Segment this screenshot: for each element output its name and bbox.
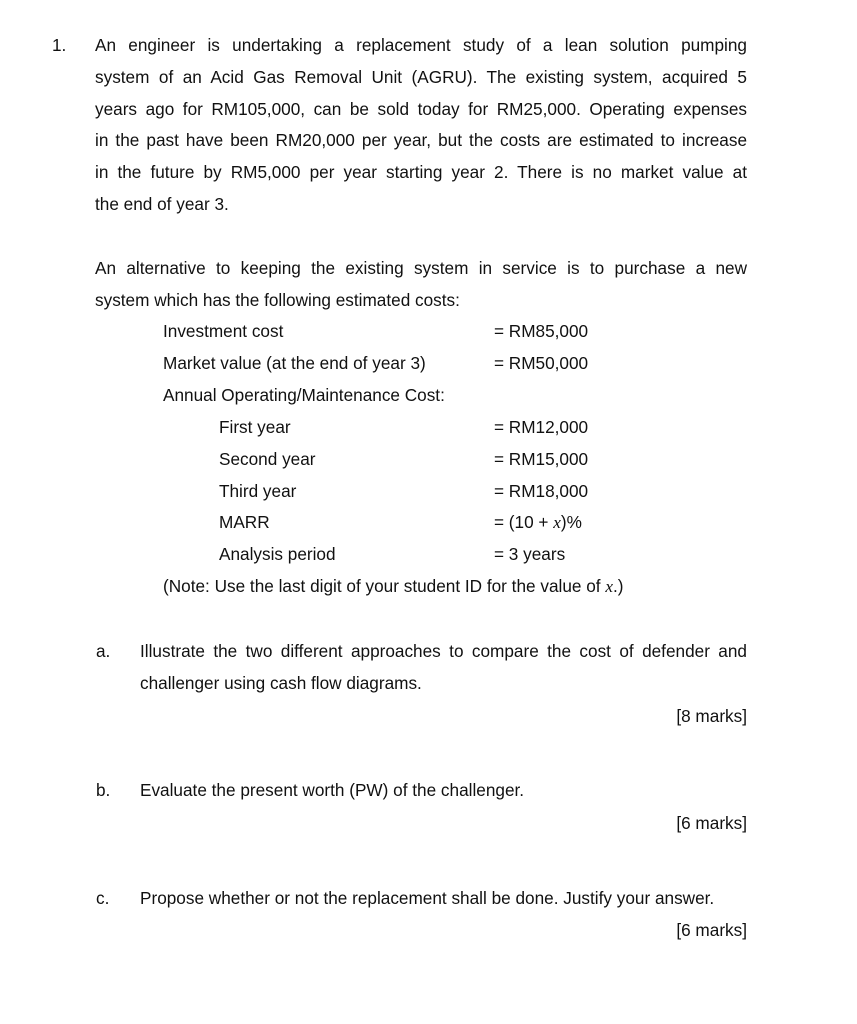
part-b-letter: b. [96,780,111,800]
note-prefix: (Note: Use the last digit of your student ID for the value of [163,576,606,596]
part-c-marks: [6 marks] [676,920,747,940]
annual-cost-label: Annual Operating/Maintenance Cost: [163,385,445,405]
period-label: Analysis period [219,544,336,564]
part-a-marks: [8 marks] [676,706,747,726]
question-number: 1. [52,35,67,55]
part-c-line: Propose whether or not the replacement shall be done. Justify your answer. [140,888,715,908]
part-b-marks: [6 marks] [676,813,747,833]
third-year-value: = RM18,000 [494,481,589,501]
second-year-label: Second year [219,449,316,469]
alt-line: system which has the following estimated costs: [95,290,460,310]
first-year-label: First year [219,417,291,437]
period-value: = 3 years [494,544,566,564]
intro-line: An engineer is undertaking a replacement study of a lean solution pumping [95,35,747,55]
marr-variable: x [553,513,561,532]
marr-value [494,512,582,533]
market-value: = RM50,000 [494,353,589,373]
note-variable: x [605,577,613,596]
first-year-value: = RM12,000 [494,417,589,437]
marr-value-prefix: = (10 + [494,512,554,532]
investment-value: = RM85,000 [494,321,589,341]
second-year-value: = RM15,000 [494,449,589,469]
part-a-line: challenger using cash flow diagrams. [140,673,422,693]
intro-line: system of an Acid Gas Removal Unit (AGRU). The existing system, acquired 5 [95,67,747,87]
marr-value-suffix: )% [560,512,582,532]
note [163,576,623,597]
note-suffix: .) [612,576,624,596]
investment-label: Investment cost [163,321,284,341]
intro-line: the end of year 3. [95,194,229,214]
intro-line: years ago for RM105,000, can be sold today for RM25,000. Operating expenses [95,99,747,119]
marr-label: MARR [219,512,270,532]
part-b-line: Evaluate the present worth (PW) of the challenger. [140,780,525,800]
market-label: Market value (at the end of year 3) [163,353,426,373]
intro-line: in the past have been RM20,000 per year, but the costs are estimated to increase [95,130,747,150]
part-a-line: Illustrate the two different approaches to compare the cost of defender and [140,641,747,661]
intro-line: in the future by RM5,000 per year starting year 2. There is no market value at [95,162,747,182]
part-c-letter: c. [96,888,110,908]
alt-line: An alternative to keeping the existing system in service is to purchase a new [95,258,747,278]
part-a-letter: a. [96,641,111,661]
third-year-label: Third year [219,481,297,501]
